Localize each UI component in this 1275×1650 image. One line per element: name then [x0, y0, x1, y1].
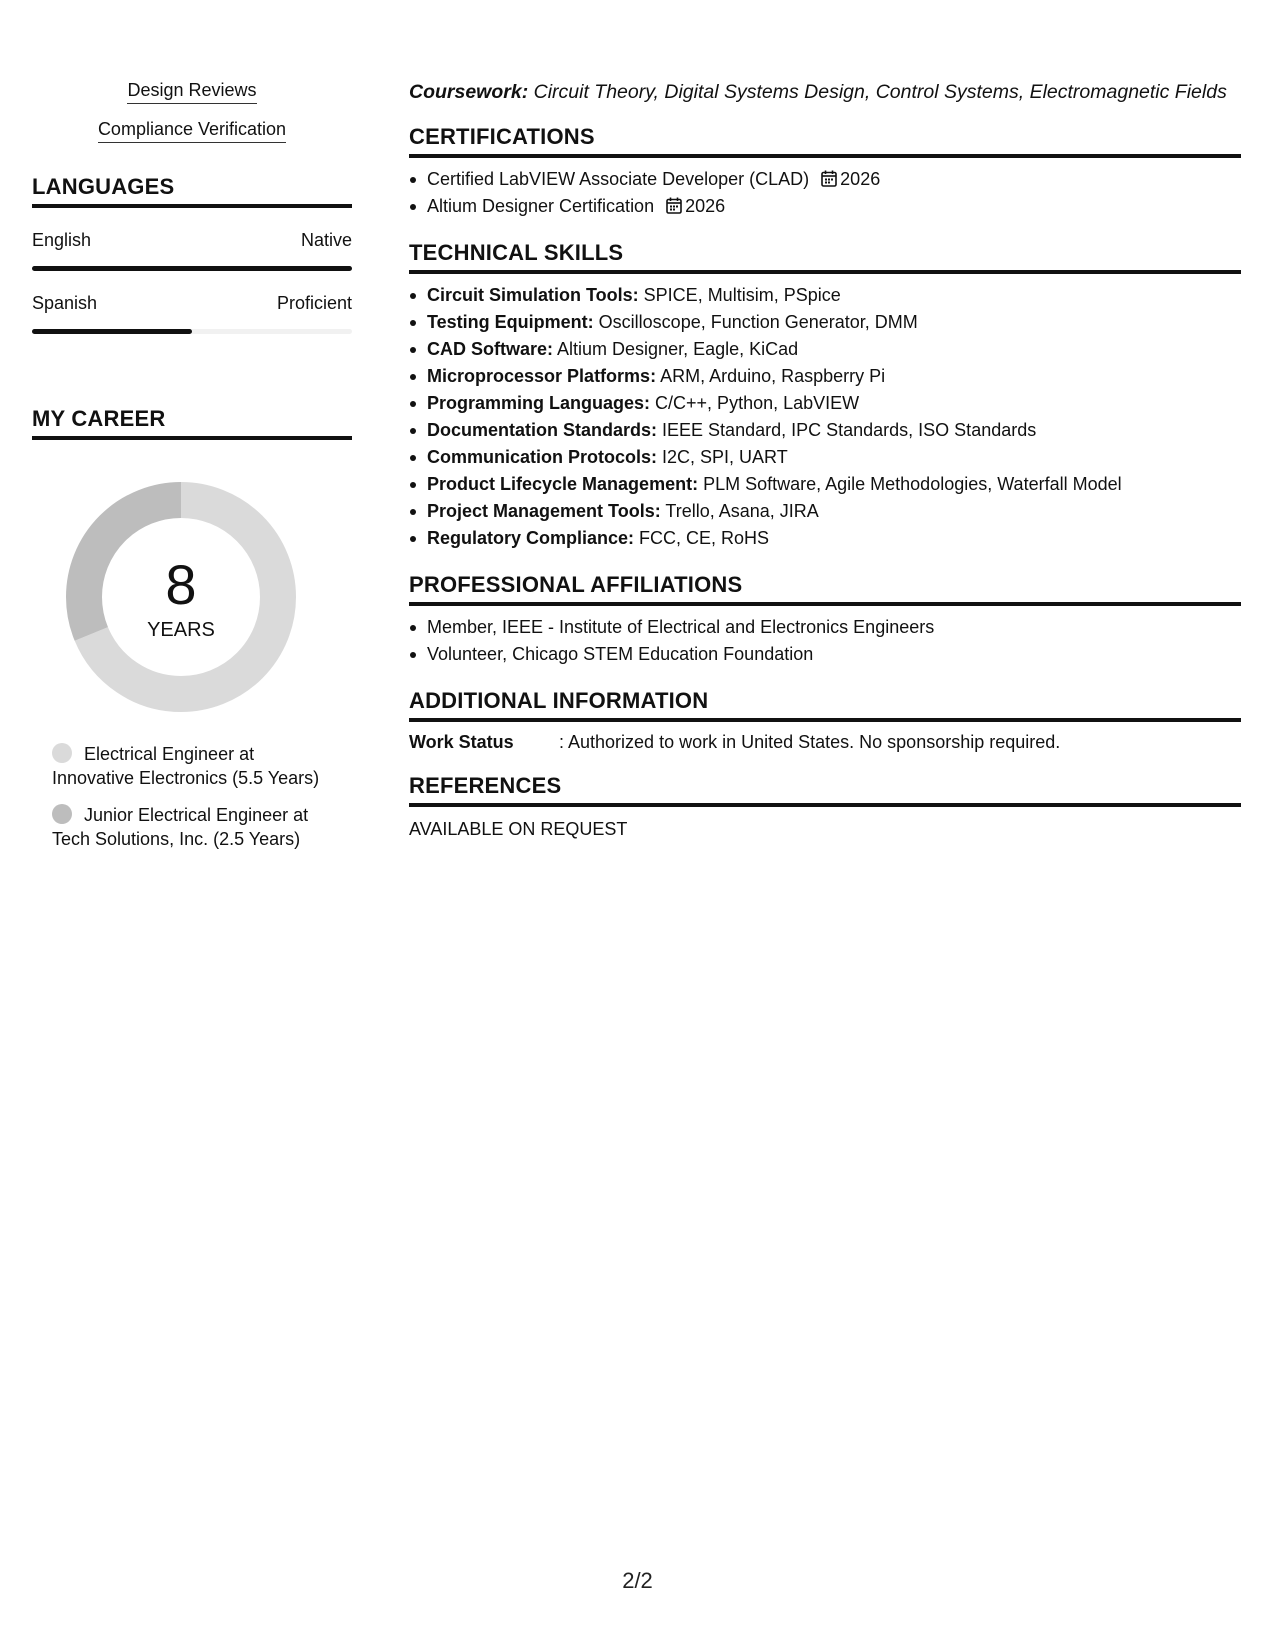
language-item [32, 293, 352, 334]
work-status-row [409, 732, 1241, 753]
certification-item: Certified LabVIEW Associate Developer (CLAD) 2026 [427, 166, 1241, 193]
page-number: 2/2 [622, 1568, 653, 1593]
legend-dot-icon [52, 804, 72, 824]
skill-item: Communication Protocols: I2C, SPI, UART [427, 444, 1241, 471]
skill-item: Product Lifecycle Management: PLM Software, Agile Methodologies, Waterfall Model [427, 471, 1241, 498]
skill-item: Documentation Standards: IEEE Standard, IPC Standards, ISO Standards [427, 417, 1241, 444]
work-status-label: Work Status [409, 732, 514, 752]
languages-heading: LANGUAGES [32, 174, 352, 208]
skill-item: Regulatory Compliance: FCC, CE, RoHS [427, 525, 1241, 552]
work-status-value: : Authorized to work in United States. No sponsorship required. [559, 732, 1061, 752]
skill-item: Programming Languages: C/C++, Python, LabVIEW [427, 390, 1241, 417]
certifications-list [409, 166, 1241, 220]
language-proficiency-fill [32, 266, 352, 271]
skill-tag: Compliance Verification [32, 119, 352, 140]
skill-item: Project Management Tools: Trello, Asana, JIRA [427, 498, 1241, 525]
skill-item: Circuit Simulation Tools: SPICE, Multisim, PSpice [427, 282, 1241, 309]
sidebar [32, 80, 352, 864]
language-proficiency-fill [32, 329, 192, 334]
language-item [32, 230, 352, 271]
language-name: English [32, 230, 92, 250]
legend-dot-icon [52, 743, 72, 763]
calendar-icon [821, 170, 837, 187]
coursework-text: Circuit Theory, Digital Systems Design, Control Systems, Electromagnetic Fields [528, 81, 1227, 103]
certification-year: 2026 [685, 196, 726, 216]
career-donut-chart [66, 482, 296, 712]
additional-info-heading: ADDITIONAL INFORMATION [409, 688, 1241, 722]
affiliation-item: Member, IEEE - Institute of Electrical and Electronics Engineers [427, 614, 1241, 641]
coursework [409, 80, 1241, 104]
affiliations-heading: PROFESSIONAL AFFILIATIONS [409, 572, 1241, 606]
calendar-icon [666, 197, 682, 214]
career-legend-item [52, 803, 332, 851]
language-name: Spanish [32, 293, 98, 313]
technical-skills-list [409, 282, 1241, 552]
career-years-unit: YEARS [147, 619, 215, 641]
language-proficiency-bar [32, 266, 352, 271]
certification-item: Altium Designer Certification 2026 [427, 193, 1241, 220]
affiliations-list [409, 614, 1241, 668]
language-level: Proficient [276, 293, 352, 313]
career-years-total: 8 [165, 553, 197, 616]
certifications-heading: CERTIFICATIONS [409, 124, 1241, 158]
references-heading: REFERENCES [409, 773, 1241, 807]
career-legend-label: Junior Electrical Engineer at Tech Solutions, Inc. (2.5 Years) [52, 805, 309, 849]
main-column [409, 80, 1241, 840]
skill-item: Testing Equipment: Oscilloscope, Function Generator, DMM [427, 309, 1241, 336]
coursework-label: Coursework: [409, 81, 529, 103]
career-legend [52, 742, 332, 851]
language-level: Native [300, 230, 352, 250]
career-legend-label: Electrical Engineer at Innovative Electronics (5.5 Years) [52, 744, 320, 788]
skill-item: Microprocessor Platforms: ARM, Arduino, Raspberry Pi [427, 363, 1241, 390]
technical-skills-heading: TECHNICAL SKILLS [409, 240, 1241, 274]
references-text: AVAILABLE ON REQUEST [409, 819, 628, 839]
affiliation-item: Volunteer, Chicago STEM Education Foundation [427, 641, 1241, 668]
career-legend-item [52, 742, 332, 790]
certification-year: 2026 [840, 169, 881, 189]
skill-tag: Design Reviews [32, 80, 352, 101]
language-proficiency-bar [32, 329, 352, 334]
skill-item: CAD Software: Altium Designer, Eagle, KiCad [427, 336, 1241, 363]
career-heading: MY CAREER [32, 406, 352, 440]
